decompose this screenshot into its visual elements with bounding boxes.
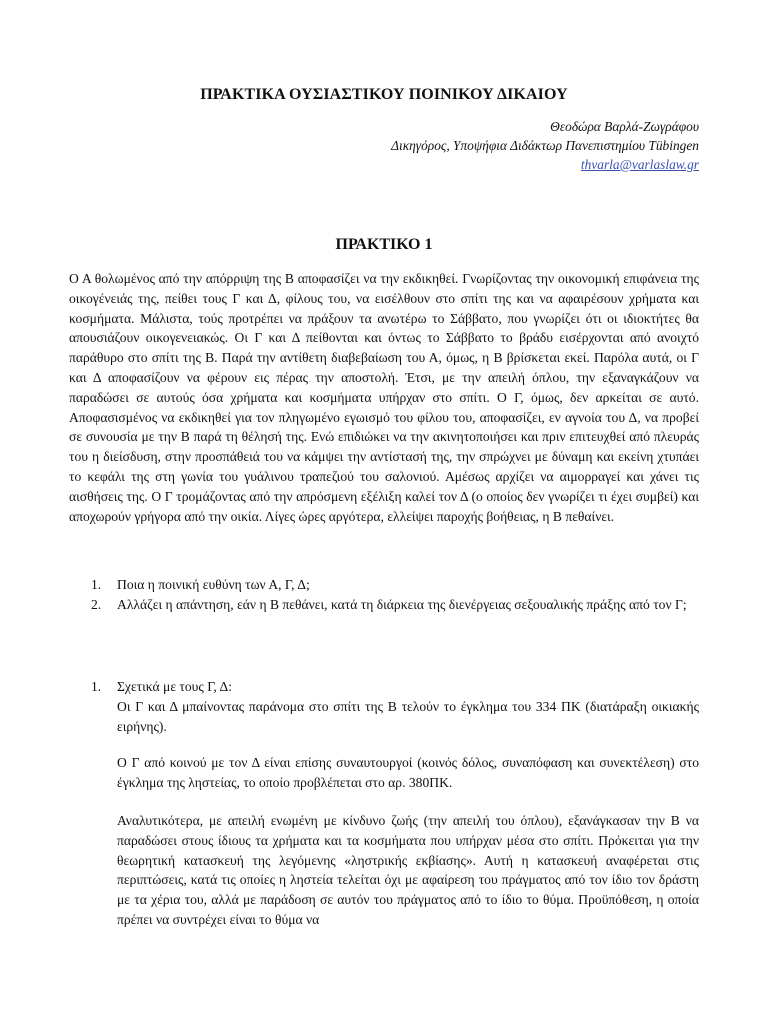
author-name: Θεοδώρα Βαρλά-Ζωγράφου	[550, 119, 699, 134]
question-text: Αλλάζει η απάντηση, εάν η Β πεθάνει, κατά τη διάρκεια της διενέργειας σεξουαλικής πράξης από τον Γ;	[117, 596, 687, 612]
answer-section	[69, 677, 699, 948]
answer-number: 1.	[91, 679, 102, 694]
document-title: ΠΡΑΚΤΙΚΑ ΟΥΣΙΑΣΤΙΚΟΥ ΠΟΙΝΙΚΟΥ ΔΙΚΑΙΟΥ	[200, 86, 568, 103]
question-number: 2.	[91, 596, 102, 612]
author-block	[69, 117, 699, 174]
question-number: 1.	[91, 577, 102, 592]
case-facts-paragraph: Ο Α θολωμένος από την απόρριψη της Β αποφασίζει να την εκδικηθεί. Γνωρίζοντας την οικονομική επιφάνεια της οικογένειάς της, πείθει τους Γ και Δ, φίλους του, να εισέλθουν στο σπίτι της και να αφαιρέσουν χρήματα και κοσμήματα. Μάλιστα, τούς προτρέπει να πράξουν τα ανωτέρω το Σάββατο, που γνωρίζει ότι οι ιδιοκτήτες θα απουσιάζουν οικογενειακώς. Οι Γ και Δ πείθονται και όντως το Σάββατο το βράδυ εισέρχονται από ανοιχτό παράθυρο στο σπίτι της Β. Παρά την αντίθετη διαβεβαίωση του Α, όμως, η Β βρίσκεται εκεί. Παρόλα αυτά, οι Γ και Δ αποφασίζουν να φέρουν εις πέρας την αποστολή. Έτσι, με την απειλή όπλου, την εξαναγκάζουν να παραδώσει σε αυτούς όσα χρήματα και κοσμήματα υπήρχαν στο σπίτι. Ο Γ, όμως, δεν αρκείται σε αυτό. Αποφασισμένος να εκδικηθεί για τον πληγωμένο εγωισμό του φίλου του, αποφασίζει, εν αγνοία του Δ, να προβεί σε συνουσία με την Β παρά τη θέλησή της. Ενώ επιδιώκει να την ακινητοποιήσει και πριν επιτευχθεί από πλευράς του η διείσδυση, στην προσπάθειά του να κάμψει την αντίστασή της, την σπρώχνει με δύναμη και εκείνη χτυπάει το κεφάλι της στη γωνία του γυάλινου τραπεζιού του σαλονιού. Αμέσως αρχίζει να αιμορραγεί και χάνει τις αισθήσεις της. Ο Γ τρομάζοντας από την απρόσμενη εξέλιξη καλεί τον Δ (ο οποίος δεν γνωρίζει τι έχει συμβεί) και αποχωρούν γρήγορα από την οικία. Λίγες ώρες αργότερα, ελλείψει παροχής βοήθειας, η Β πεθαίνει.	[69, 271, 699, 524]
author-affiliation: Δικηγόρος, Υποψήφια Διδάκτωρ Πανεπιστημίου Tübingen	[391, 138, 699, 153]
answer-heading-text: Σχετικά με τους Γ, Δ:	[117, 679, 232, 694]
answer-paragraph: Οι Γ και Δ μπαίνοντας παράνομα στο σπίτι της Β τελούν το έγκλημα του 334 ΠΚ (διατάραξη οικιακής ειρήνης).	[117, 698, 699, 734]
answer-paragraph: Ο Γ από κοινού με τον Δ είναι επίσης συναυτουργοί (κοινός δόλος, συναπόφαση και συνεκτέλεση) στο έγκλημα της ληστείας, το οποίο προβλέπεται στο αρ. 380ΠΚ.	[117, 755, 699, 791]
answer-heading	[69, 677, 699, 697]
answer-paragraph: Αναλυτικότερα, με απειλή ενωμένη με κίνδυνο ζωής (την απειλή του όπλου), εξανάγκασαν την Β να παραδώσει στους ίδιους τα χρήματα και τα κοσμήματα που υπήρχαν μέσα στο σπίτι. Πρόκειται για την θεωρητική κατασκευή της λεγόμενης «ληστρικής εκβίασης». Αυτή η κατασκευή αναφέρεται στις περιπτώσεις, κατά τις οποίες η ληστεία τελείται όχι με αφαίρεση του πράγματος από τον ίδιο τον δράστη με τα χέρια του, αλλά με παράδοση σε αυτόν του πράγματος από το ίδιο το θύμα. Προϋπόθεση, η οποία πρέπει να συντρέχει είναι το θύμα να	[117, 812, 699, 927]
question-item	[69, 575, 699, 595]
case-title: ΠΡΑΚΤΙΚΟ 1	[335, 236, 433, 253]
questions-list	[69, 575, 699, 615]
author-email-link[interactable]: thvarla@varlaslaw.gr	[580, 157, 699, 172]
question-item	[69, 595, 699, 615]
question-text: Ποια η ποινική ευθύνη των Α, Γ, Δ;	[117, 577, 310, 592]
